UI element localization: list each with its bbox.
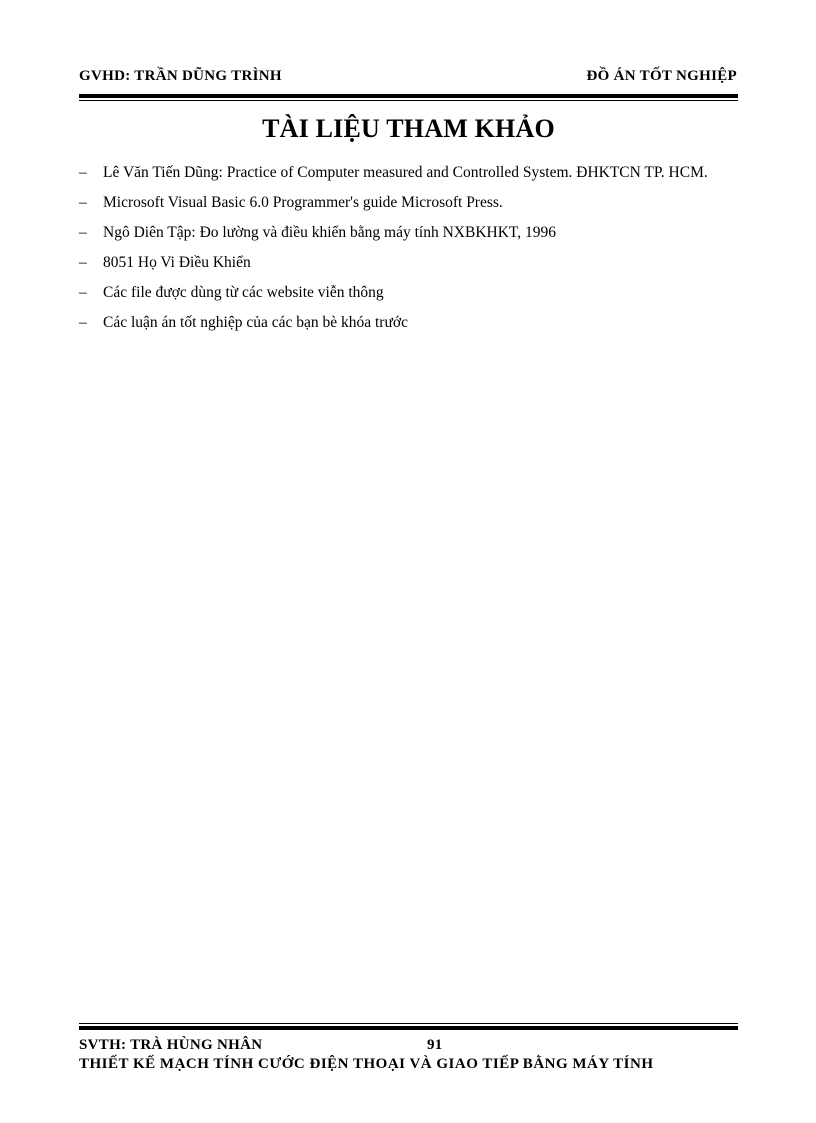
project-title: THIẾT KẾ MẠCH TÍNH CƯỚC ĐIỆN THOẠI VÀ GIAO TIẾP BẰNG MÁY TÍNH (79, 1056, 654, 1072)
reference-text: Ngô Diên Tập: Đo lường và điều khiển bằng máy tính NXBKHKT, 1996 (103, 224, 556, 241)
reference-text: 8051 Họ Vi Điều Khiển (103, 254, 251, 271)
dash-bullet: – (79, 164, 87, 181)
advisor-label: GVHD: TRẦN DŨNG TRÌNH (79, 68, 282, 84)
reference-text: Lê Văn Tiến Dũng: Practice of Computer measured and Controlled System. ĐHKTCN TP. HCM. (103, 164, 708, 181)
reference-text: Các file được dùng từ các website viễn thông (103, 284, 384, 301)
dash-bullet: – (79, 224, 87, 241)
reference-text: Microsoft Visual Basic 6.0 Programmer's guide Microsoft Press. (103, 194, 503, 211)
reference-text: Các luận án tốt nghiệp của các bạn bè khóa trước (103, 314, 408, 331)
page-number: 91 (427, 1037, 443, 1053)
dash-bullet: – (79, 284, 87, 301)
page-footer (79, 1037, 738, 1054)
reference-item (79, 308, 739, 338)
reference-item (79, 248, 739, 278)
header-rule-thick (79, 94, 738, 98)
dash-bullet: – (79, 314, 87, 331)
reference-item (79, 218, 739, 248)
page-title: TÀI LIỆU THAM KHẢO (262, 114, 555, 143)
reference-item (79, 188, 739, 218)
reference-list (79, 158, 739, 338)
student-label: SVTH: TRÀ HÙNG NHÂN (79, 1037, 263, 1053)
reference-item (79, 158, 739, 188)
dash-bullet: – (79, 194, 87, 211)
page-header (79, 68, 737, 85)
footer-rule-thin (79, 1023, 738, 1024)
dash-bullet: – (79, 254, 87, 271)
reference-item (79, 278, 739, 308)
document-type-label: ĐỒ ÁN TỐT NGHIỆP (586, 68, 737, 84)
footer-rule-thick (79, 1026, 738, 1030)
header-rule-thin (79, 100, 738, 101)
